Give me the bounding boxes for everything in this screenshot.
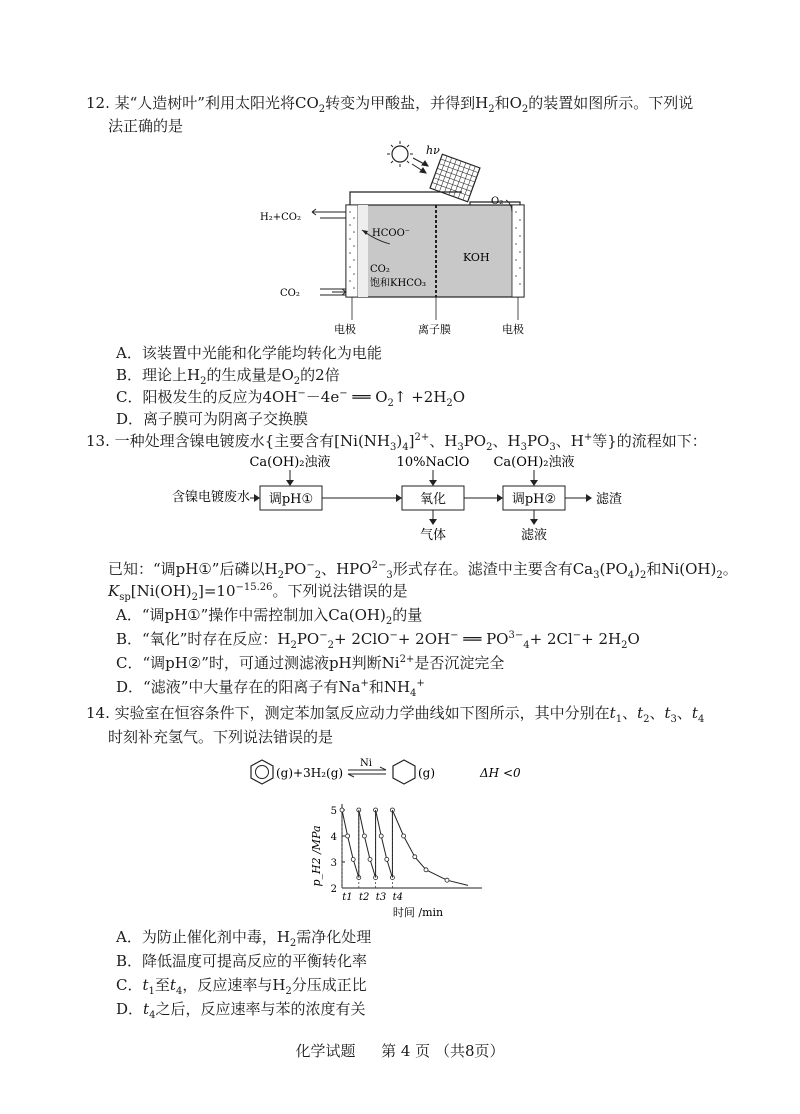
q14-kinetics-chart — [300, 796, 490, 920]
left-electrode — [346, 205, 358, 297]
hv-label: hν — [426, 144, 440, 157]
data-point — [379, 834, 383, 838]
koh-label: KOH — [463, 251, 490, 264]
data-point — [413, 855, 417, 859]
q13-option-b: B．“氧化”时存在反应：$H_2PO^-_2+ 2ClO^-+ 2OH^-$ ══ $PO^{3-}_4+ 2Cl^-+ 2H_2O$ — [116, 630, 640, 651]
step-oxidation-label: 氧化 — [419, 492, 447, 507]
o2-label: O₂ — [491, 196, 504, 207]
co2-label: CO₂ — [370, 264, 390, 275]
q13-known-line1: 已知：“调pH①”后磷以$H_2PO^-_2$、$HPO^{2-}_3$形式存在。滤渣中主要含有$Ca_3(PO_4)_2$和$Ni(OH)_2$。 — [108, 560, 738, 581]
gas-outlet-tube — [312, 209, 346, 218]
data-point — [340, 808, 344, 812]
step-ph1-label: 调pH① — [268, 492, 314, 507]
y-tick-label: 5 — [330, 806, 337, 817]
input-label: 含镍电镀废水 — [172, 490, 251, 505]
membrane-label: 离子膜 — [418, 323, 451, 336]
catalyst-label: Ni — [360, 758, 372, 769]
enthalpy-label: ΔH <0 — [480, 766, 521, 780]
cyclohexane-icon — [393, 760, 415, 784]
filtrate-label: 滤液 — [520, 528, 548, 543]
q14-stem-line1: 14. 实验室在恒容条件下，测定苯加氢反应动力学曲线如下图所示，其中分别在$t_1$、$t_2$、$t_3$、$t_4$ — [86, 704, 705, 725]
x-tick-label: t3 — [375, 892, 387, 903]
gas-inlet-tube — [320, 289, 346, 295]
step-ph2-label: 调pH② — [511, 492, 557, 507]
q14-option-c: C．$t_1$至$t_4$，反应速率与$H_2$分压成正比 — [116, 976, 367, 997]
footer-subject: 化学试题 — [295, 1042, 356, 1060]
inlet-gas-label: CO₂ — [280, 288, 300, 299]
question-number: 13. — [86, 432, 110, 450]
x-tick-label: t1 — [342, 892, 353, 903]
outlet-gas-label: H₂+CO₂ — [260, 212, 301, 223]
q13-known-line2: $K_{sp}[Ni(OH)_2]=10^{-15.26}$。下列说法错误的是 — [108, 582, 408, 603]
question-number: 12. — [86, 94, 110, 112]
q14-stem-line2: 时刻补充氢气。下列说法错误的是 — [108, 728, 334, 746]
series-line — [376, 810, 393, 878]
q14-option-b: B．降低温度可提高反应的平衡转化率 — [116, 952, 368, 970]
y-tick-label: 2 — [330, 884, 337, 895]
solar-panel-icon — [430, 154, 480, 202]
khco3-label: 饱和KHCO₃ — [370, 278, 427, 289]
arrowheads — [286, 480, 538, 486]
label-leader-lines — [352, 297, 518, 320]
left-compartment-layer — [358, 205, 368, 297]
q13-option-c: C．“调pH②”时，可通过测滤液pH判断$Ni^{2+}$是否沉淀完全 — [116, 654, 505, 672]
light-ray-arrows — [412, 158, 428, 173]
data-point — [424, 868, 428, 872]
reagent3-label: Ca(OH)₂浊液 — [493, 455, 575, 470]
chart-xlabel: 时间 /min — [392, 906, 444, 919]
data-point — [346, 834, 350, 838]
q12-stem-line1: 12. 某“人造树叶”利用太阳光将$CO_2$转变为甲酸盐，并得到$H_2$和$O_2$的装置如图所示。下列说 — [86, 94, 694, 115]
gas-label: 气体 — [419, 528, 447, 543]
y-tick-label: 4 — [330, 832, 337, 843]
right-electrode — [512, 205, 524, 297]
question-number: 14. — [86, 704, 110, 722]
chart-axes — [342, 804, 482, 888]
data-point — [402, 834, 406, 838]
series-line — [392, 810, 468, 885]
q14-option-d: D．$t_4$之后，反应速率与苯的浓度有关 — [116, 1000, 366, 1021]
footer-page-number: 第 4 页 — [381, 1042, 431, 1060]
data-point — [362, 834, 366, 838]
q14-option-a: A．为防止催化剂中毒，$H_2$需净化处理 — [116, 928, 372, 949]
data-point — [368, 857, 372, 861]
q12-option-c: C．阳极发生的反应为4OH−－4e− ══ $O_2↑ +2H_2O$ — [116, 388, 466, 409]
x-tick-label: t4 — [392, 892, 403, 903]
q13-option-d: D．“滤液”中大量存在的阳离子有Na+和$NH_4^+$ — [116, 678, 425, 699]
output-label: 滤渣 — [596, 492, 623, 507]
reactants-label: (g)+3H₂(g) — [276, 766, 344, 780]
sun-icon — [387, 141, 413, 167]
q13-option-a: A．“调pH①”操作中需控制加入$Ca(OH)_2$的量 — [116, 606, 423, 627]
q12-apparatus-figure — [250, 140, 560, 340]
q12-option-a: A．该装置中光能和化学能均转化为电能 — [116, 344, 382, 362]
left-electrode-label: 电极 — [334, 323, 356, 336]
chart-ylabel: p_H2 /MPa — [310, 825, 323, 887]
benzene-icon — [251, 760, 273, 784]
q13-stem-line1: 13. 一种处理含镍电镀废水{主要含有$[Ni(NH_3)_4]^{2+}$、$H_3PO_2$、$H_3PO_3$、H+等}的流程如下： — [86, 432, 707, 453]
q12-option-b: B．理论上$H_2$的生成量是$O_2$的2倍 — [116, 366, 340, 387]
q14-reaction-equation — [240, 752, 560, 792]
footer-total-pages: （共8页） — [434, 1042, 505, 1060]
reagent2-label: 10%NaClO — [396, 455, 470, 470]
series-line — [342, 810, 359, 878]
q13-flowchart — [170, 450, 660, 545]
x-tick-label: t2 — [359, 892, 370, 903]
right-electrode-label: 电极 — [502, 323, 524, 336]
q12-stem-line2: 法正确的是 — [108, 117, 184, 135]
data-point — [351, 857, 355, 861]
page-footer — [0, 1040, 800, 1061]
q12-option-d: D．离子膜可为阴离子交换膜 — [116, 410, 309, 428]
product-label: (g) — [418, 766, 436, 780]
reagent-arrows — [290, 470, 534, 481]
data-point — [385, 857, 389, 861]
y-tick-label: 3 — [330, 858, 337, 869]
series-line — [359, 810, 376, 878]
data-point — [445, 878, 449, 882]
formate-label: HCOO⁻ — [372, 228, 411, 239]
reagent1-label: Ca(OH)₂浊液 — [249, 455, 331, 470]
